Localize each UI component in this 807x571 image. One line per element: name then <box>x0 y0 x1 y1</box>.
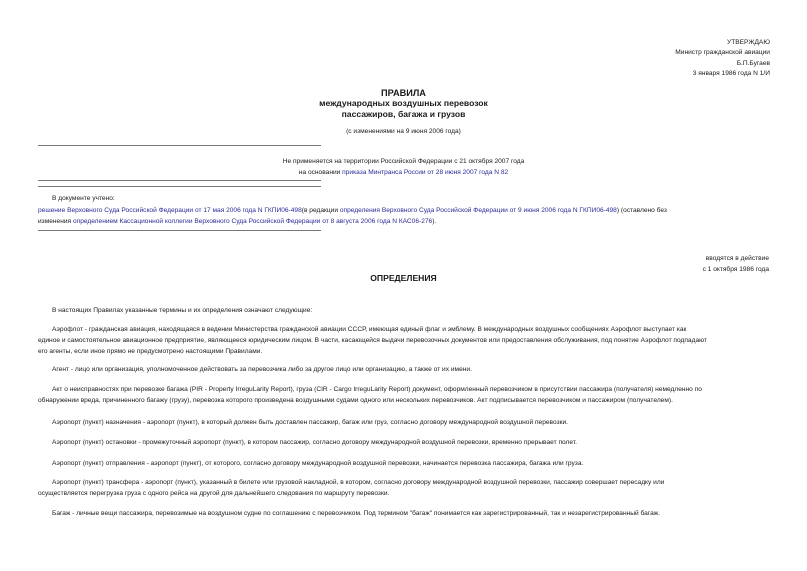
paragraph-text: В настоящих Правилах указанные термины и их определения означают следующие: <box>52 307 313 314</box>
determination-link[interactable]: определения Верховного Суда Российской Федерации от 9 июня 2006 года N ГКПИ06-498 <box>339 207 617 214</box>
paragraph-text: Акт о неисправностях при перевозке багажа (PIR - Property IrreguLarity Report), груза (CIR - Cargo IrreguLarity Report) документ, оформленный перевозчиком в присутствии пассажира (получателя) немедленно по <box>52 386 702 393</box>
accounted-line-2 <box>38 216 807 227</box>
approval-heading: УТВЕРЖДАЮ <box>727 39 770 46</box>
title-line-1: ПРАВИЛА <box>381 88 426 98</box>
approval-date: 3 января 1986 года N 1/И <box>692 69 770 77</box>
paragraph <box>38 364 807 375</box>
order-link[interactable]: приказа Минтранса России от 28 июня 2007 года N 82 <box>342 169 509 176</box>
paragraph <box>38 477 807 499</box>
not-apply-line-1: Не применяется на территории Российской Федерации с 21 октября 2007 года <box>282 158 525 165</box>
title-line-2: международных воздушных перевозок <box>319 98 488 109</box>
paragraph-text: единое и самостоятельное авиационное предприятие, являющееся юридическим лицом. В части, касающейся выдачи перевозочных документов или предоставления обслуживания, под понятие Аэрофлот подпадают <box>38 337 707 344</box>
paragraph-text: обнаружении вреда, причиненного багажу (грузу), перевозка которого произведена воздушными судами одного или нескольких перевозчиков. Акт подписывается перевозчиком и пассажиром (получателем). <box>38 397 673 404</box>
divider <box>38 145 321 146</box>
paragraph-text: осуществляется перегрузка груза с одного рейса на другой для дальнейшего следования по маршруту перевозки. <box>38 490 390 497</box>
paragraph-text: Аэрофлот - гражданская авиация, находящаяся в ведении Министерства гражданской авиации СССР, имеющая единый флаг и эмблему. В международных воздушных сообщениях Аэрофлот выступает как <box>52 326 687 333</box>
paragraph <box>38 305 807 316</box>
paragraph-text: Аэропорт (пункт) назначения - аэропорт (пункт), в который должен быть доставлен пассажир, багаж или груз, согласно договору международной воздушной перевозки. <box>52 419 568 426</box>
accounted-tail: ) (оставлено без <box>616 207 667 214</box>
changes-note: (с изменениями на 9 июня 2006 года) <box>346 128 461 135</box>
paragraph-text: Аэропорт (пункт) трансфера - аэропорт (пункт), указанный в билете или грузовой накладной, в котором, согласно договору международной воздушной перевозки, пассажир совершает пересадку или <box>52 479 665 486</box>
decision-link[interactable]: решение Верховного Суда Российской Федерации от 17 мая 2006 года N ГКПИ06-498 <box>38 207 302 214</box>
effective-line-2: с 1 октября 1986 года <box>702 265 769 273</box>
effective-line-1: вводятся в действие <box>705 255 769 262</box>
paragraph-text: Багаж - личные вещи пассажира, перевозимые на воздушном судне по соглашению с перевозчиком. Под термином "багаж" понимается как зарегистрированный, так и незарегистрированный багаж. <box>52 510 660 517</box>
paragraph-text: Аэропорт (пункт) отправления - аэропорт (пункт), от которого, согласно договору международной воздушной перевозки, начинается перевозка пассажира, багажа или груза. <box>52 460 584 467</box>
paragraph <box>38 508 807 519</box>
not-apply-prefix: на основании <box>298 169 343 176</box>
approval-block <box>675 38 770 79</box>
document-title <box>0 88 807 119</box>
not-apply-line-2 <box>0 167 807 178</box>
paragraph-text: его агенты, если иное прямо не предусмотрено настоящими Правилами. <box>38 348 263 355</box>
accounted-mid: (в редакции <box>301 207 340 214</box>
divider <box>38 230 321 231</box>
accounted-line-2-suffix: ). <box>432 218 437 225</box>
paragraph-text: Аэропорт (пункт) остановки - промежуточный аэропорт (пункт), в котором пассажир, согласно договору международной воздушной перевозки, временно прерывает полет. <box>52 439 577 446</box>
title-line-3: пассажиров, багажа и грузов <box>341 108 466 119</box>
paragraph-text: Агент - лицо или организация, уполномоченное действовать за перевозчика либо за другое лицо или организацию, а также от их имени. <box>52 366 472 373</box>
section-heading: ОПРЕДЕЛЕНИЯ <box>370 273 437 283</box>
effective-date <box>703 254 769 275</box>
paragraph <box>38 324 807 357</box>
paragraph <box>38 437 807 448</box>
paragraph <box>38 384 807 406</box>
paragraph <box>38 458 807 469</box>
not-apply-note <box>0 156 807 178</box>
paragraph <box>38 417 807 428</box>
divider <box>38 186 321 187</box>
approval-name: Б.П.Бугаев <box>736 59 770 67</box>
accounted-line-1 <box>38 205 807 216</box>
cassation-link[interactable]: определением Кассационной коллегии Верховного Суда Российской Федерации от 8 августа 2006 года N КАС06-276 <box>72 218 433 225</box>
accounted-text <box>38 205 807 227</box>
divider <box>38 180 321 181</box>
approval-position: Министр гражданской авиации <box>675 49 770 57</box>
accounted-label: В документе учтено: <box>52 195 115 202</box>
accounted-line-2-prefix: изменения <box>38 218 73 225</box>
